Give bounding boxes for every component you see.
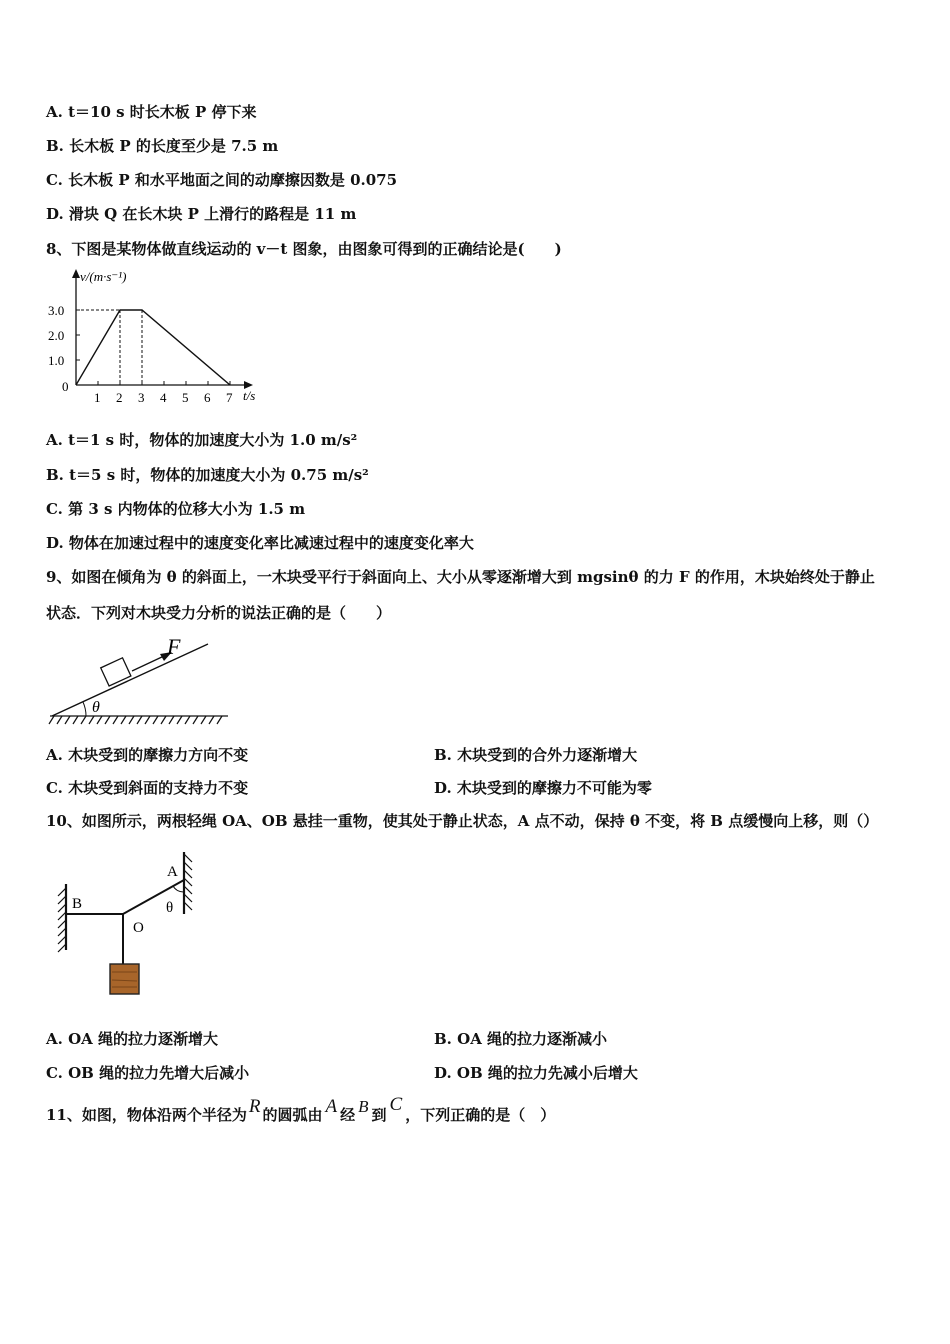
- vt-x-tick-label: 7: [226, 390, 233, 405]
- q9-option-b: B. 木块受到的合外力逐渐增大: [434, 746, 638, 764]
- incline-figure: [46, 632, 236, 732]
- q8-option-c: C. 第 3 s 内物体的位移大小为 1.5 m: [46, 500, 306, 518]
- vt-origin-label: 0: [62, 379, 69, 394]
- q7-option-b: B. 长木板 P 的长度至少是 7.5 m: [46, 137, 279, 155]
- label-o: O: [133, 920, 144, 936]
- vt-y-axis-label: v/(m·s⁻¹): [80, 269, 127, 284]
- left-wall: [58, 884, 66, 952]
- q10-option-b: B. OA 绳的拉力逐渐减小: [434, 1030, 608, 1048]
- vt-x-axis-label: t/s: [243, 388, 256, 403]
- vt-x-tick-label: 4: [160, 390, 167, 405]
- angle-label: θ: [92, 699, 100, 716]
- q10-option-d: D. OB 绳的拉力先减小后增大: [434, 1064, 638, 1082]
- q11-text-5: ，下列正确的是（ ）: [405, 1106, 556, 1124]
- q9-option-c: C. 木块受到斜面的支持力不变: [46, 779, 249, 797]
- q11-symbol-r: R: [248, 1096, 261, 1117]
- q10-option-c: C. OB 绳的拉力先增大后减小: [46, 1064, 250, 1082]
- q7-option-d: D. 滑块 Q 在长木块 P 上滑行的路程是 11 m: [46, 205, 357, 223]
- label-a: A: [167, 864, 178, 880]
- weight-box: [110, 964, 139, 994]
- force-label: F: [167, 634, 181, 659]
- ground-hatch: [49, 716, 228, 724]
- label-theta: θ: [166, 900, 174, 916]
- theta-arc: [173, 886, 184, 892]
- vt-y-tick-label: 2.0: [48, 328, 65, 343]
- q8-option-d: D. 物体在加速过程中的速度变化率比减速过程中的速度变化率大: [46, 534, 474, 552]
- q11-symbol-c: C: [389, 1094, 403, 1115]
- label-b: B: [72, 896, 83, 912]
- q11-symbol-b: B: [358, 1097, 369, 1116]
- q8-option-b: B. t＝5 s 时，物体的加速度大小为 0.75 m/s²: [46, 466, 369, 484]
- q10-stem: 10、如图所示，两根轻绳 OA、OB 悬挂一重物，使其处于静止状态，A 点不动，保持 θ 不变，将 B 点缓慢向上移，则（）: [46, 812, 879, 830]
- vt-y-arrowhead: [72, 269, 80, 278]
- vt-x-tick-label: 3: [138, 390, 145, 405]
- rope-oa: [123, 880, 184, 914]
- incline-surface: [52, 644, 208, 716]
- vt-x-tick-label: 5: [182, 390, 189, 405]
- q11-text-4: 到: [371, 1106, 387, 1124]
- right-wall: [184, 852, 192, 914]
- q9-stem-line1: 9、如图在倾角为 θ 的斜面上，一木块受平行于斜面向上、大小从零逐渐增大到 mgsinθ 的力 F 的作用，木块始终处于静止: [46, 568, 875, 586]
- force-arrow: [132, 656, 164, 671]
- q9-option-a: A. 木块受到的摩擦力方向不变: [46, 746, 249, 764]
- q11-symbol-a: A: [325, 1096, 338, 1117]
- vt-series-line: [76, 310, 230, 385]
- vt-graph: [40, 262, 270, 412]
- vt-y-tick-label: 1.0: [48, 353, 65, 368]
- angle-arc: [83, 702, 86, 716]
- q8-option-a: A. t＝1 s 时，物体的加速度大小为 1.0 m/s²: [46, 431, 358, 449]
- vt-y-tick-label: 3.0: [48, 303, 65, 318]
- q7-option-a: A. t＝10 s 时长木板 P 停下来: [46, 103, 257, 121]
- q10-option-a: A. OA 绳的拉力逐渐增大: [46, 1030, 219, 1048]
- q11-text-3: 经: [340, 1106, 356, 1124]
- q7-option-c: C. 长木板 P 和水平地面之间的动摩擦因数是 0.075: [46, 171, 398, 189]
- q11-stem: [46, 1094, 556, 1132]
- vt-x-tick-label: 6: [204, 390, 211, 405]
- q11-text-1: 11、如图，物体沿两个半径为: [46, 1106, 247, 1124]
- q9-option-d: D. 木块受到的摩擦力不可能为零: [434, 779, 652, 797]
- vt-x-tick-label: 1: [94, 390, 101, 405]
- rope-figure: [50, 844, 200, 1004]
- vt-x-tick-label: 2: [116, 390, 123, 405]
- q8-stem: 8、下图是某物体做直线运动的 v－t 图象，由图象可得到的正确结论是( ): [46, 240, 562, 258]
- q9-stem-line2: 状态．下列对木块受力分析的说法正确的是（ ）: [46, 604, 392, 622]
- q11-text-2: 的圆弧由: [262, 1106, 323, 1124]
